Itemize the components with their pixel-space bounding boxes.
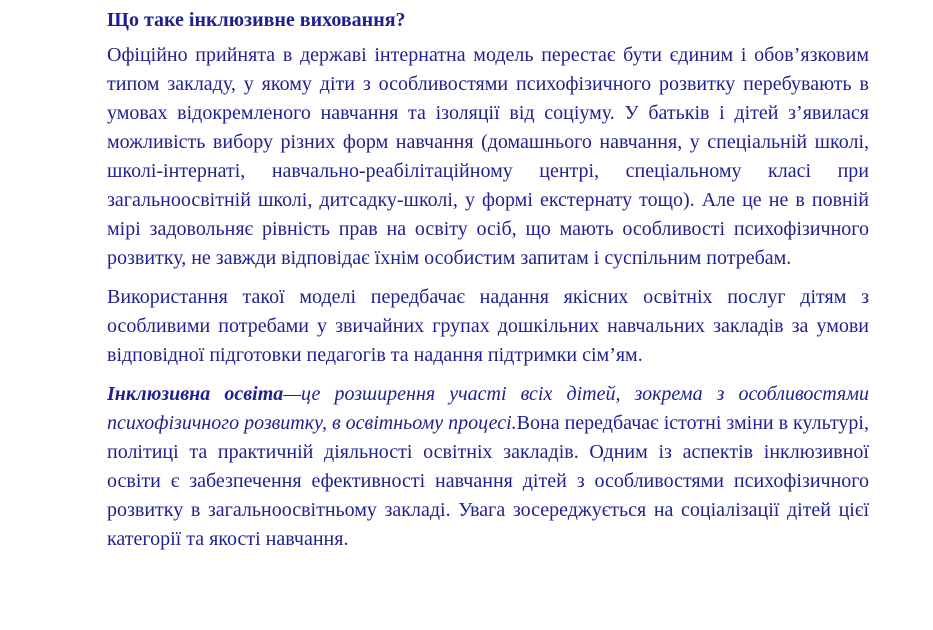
term-inclusive-education: Інклюзивна освіта: [107, 383, 284, 405]
document-body: [107, 0, 869, 564]
paragraph-model-use: Використання такої моделі передбачає надання якісних освітніх послуг дітям з особливими потребами у звичайних групах дошкільних навчальних закладів за умови відповідної підготовки педагогів та надання підтримки сім’ям.: [107, 286, 869, 366]
paragraph-definition: [107, 380, 869, 554]
definition-continuation: Вона передбачає істотні зміни в культурі, політиці та практичній діяльності освітніх закладів. Одним із аспектів інклюзивної освіти є забезпечення ефективності навчання дітей з особливостями психофізичного розвитку в загальноосвітньому закладі. Увага зосереджується на соціалізації дітей цієї категорії та якості навчання.: [107, 412, 869, 550]
paragraph-intro: Офіційно прийнята в державі інтернатна модель перестає бути єдиним і обов’язковим типом закладу, у якому діти з особливостями психофізичного розвитку перебувають в умовах відокремленого навчання та ізоляції від соціуму. У батьків і дітей з’явилася можливість вибору різних форм навчання (домашнього навчання, у спеціальній школі, школі-інтернаті, навчально-реабілітаційному центрі, спеціальному класі при загальноосвітній школі, дитсадку-школі, у формі екстернату тощо). Але це не в повній мірі задовольняє рівність прав на освіту осіб, що мають особливості психофізичного розвитку, не завжди відповідає їхнім особистим запитам і суспільним потребам.: [107, 44, 869, 269]
definition-text: —це розширення участі всіх дітей, зокрема з особливостями психофізичного розвитку, в освітньому процесі.: [107, 383, 869, 434]
page-title: Що таке інклюзивне виховання?: [107, 9, 406, 31]
